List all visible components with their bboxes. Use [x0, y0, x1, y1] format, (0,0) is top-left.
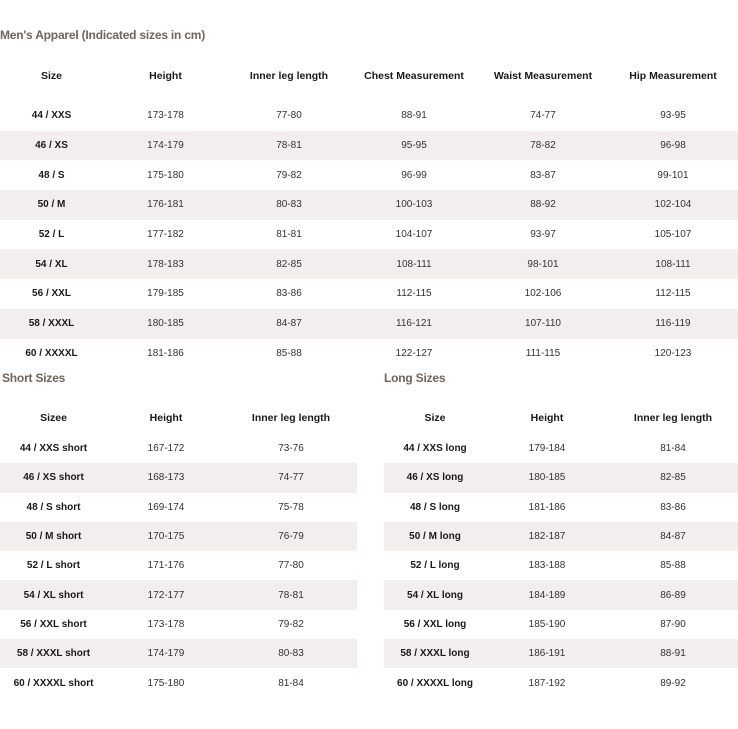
table-row: [0, 131, 738, 161]
table-row: [0, 639, 357, 668]
measurement-cell: 87-90: [660, 618, 686, 630]
measurement-cell: 78-81: [228, 131, 350, 161]
column-header: Hip Measurement: [629, 70, 717, 82]
table-row: [384, 522, 738, 551]
size-cell: 54 / XL short: [0, 580, 107, 609]
measurement-cell: 176-181: [103, 190, 228, 220]
column-header: Height: [149, 412, 183, 424]
measurement-cell: 102-104: [608, 190, 738, 220]
column-header: Size: [40, 70, 62, 82]
measurement-cell: 181-186: [528, 501, 566, 513]
size-cell: 52 / L: [38, 229, 65, 241]
measurement-cell: 116-119: [608, 309, 738, 339]
table-row: [384, 610, 738, 639]
size-cell: 46 / XS: [0, 131, 103, 161]
size-cell: 50 / M long: [384, 522, 486, 551]
size-cell: 52 / L long: [410, 560, 460, 572]
column-header: Inner leg length: [249, 70, 329, 82]
table-row: [0, 434, 357, 463]
table-row: [0, 668, 357, 697]
measurement-cell: 174-179: [107, 639, 225, 668]
header-row: [0, 402, 357, 434]
measurement-cell: 78-81: [225, 580, 357, 609]
size-cell: 48 / S short: [26, 501, 81, 513]
size-cell: 56 / XXL: [32, 288, 71, 300]
measurement-cell: 74-77: [530, 110, 556, 122]
size-chart-long: [384, 402, 738, 698]
size-cell: 48 / S: [38, 169, 65, 181]
table-row: [0, 220, 738, 250]
table-row: [0, 101, 738, 131]
table-row: [0, 522, 357, 551]
table-row: [0, 160, 738, 190]
table-row: [0, 339, 738, 369]
measurement-cell: 93-97: [530, 229, 556, 241]
column-header: Inner leg length: [251, 412, 331, 424]
size-cell: 44 / XXS: [31, 110, 72, 122]
measurement-cell: 74-77: [225, 463, 357, 492]
measurement-cell: 83-86: [660, 501, 686, 513]
size-cell: 52 / L short: [26, 560, 81, 572]
header-row: [0, 51, 738, 101]
column-header: Height: [149, 70, 182, 82]
measurement-cell: 96-98: [608, 131, 738, 161]
measurement-cell: 116-121: [350, 309, 478, 339]
size-cell: 58 / XXXL: [0, 309, 103, 339]
measurement-cell: 178-183: [103, 249, 228, 279]
measurement-cell: 78-82: [478, 131, 608, 161]
measurement-cell: 112-115: [396, 288, 432, 300]
measurement-cell: 179-184: [528, 443, 566, 455]
measurement-cell: 173-178: [147, 110, 184, 122]
measurement-cell: 89-92: [660, 677, 686, 689]
table-row: [384, 551, 738, 580]
short-sizes-title: Short Sizes: [2, 371, 66, 385]
measurement-cell: 185-190: [528, 618, 566, 630]
size-cell: 50 / M: [0, 190, 103, 220]
measurement-cell: 81-84: [660, 443, 686, 455]
table-row: [0, 279, 738, 309]
measurement-cell: 122-127: [395, 347, 433, 359]
header-row: [384, 402, 738, 434]
column-header: Height: [530, 412, 564, 424]
size-cell: 60 / XXXXL short: [13, 677, 94, 689]
measurement-cell: 107-110: [478, 309, 608, 339]
measurement-cell: 111-115: [525, 347, 561, 359]
column-header: Waist Measurement: [493, 70, 593, 82]
measurement-cell: 108-111: [608, 249, 738, 279]
measurement-cell: 170-175: [107, 522, 225, 551]
measurement-cell: 105-107: [654, 229, 692, 241]
measurement-cell: 95-95: [350, 131, 478, 161]
measurement-cell: 177-182: [147, 229, 184, 241]
measurement-cell: 172-177: [107, 580, 225, 609]
size-chart-short: [0, 402, 357, 698]
measurement-cell: 180-185: [486, 463, 608, 492]
table-row: [384, 639, 738, 668]
measurement-cell: 100-103: [350, 190, 478, 220]
size-cell: 44 / XXS short: [19, 443, 88, 455]
main-table-title: Men's Apparel (Indicated sizes in cm): [0, 28, 206, 42]
measurement-cell: 82-85: [608, 463, 738, 492]
measurement-cell: 173-178: [147, 618, 185, 630]
measurement-cell: 186-191: [486, 639, 608, 668]
table-row: [0, 610, 357, 639]
measurement-cell: 80-83: [225, 639, 357, 668]
measurement-cell: 96-99: [401, 169, 427, 181]
size-cell: 48 / S long: [409, 501, 460, 513]
measurement-cell: 112-115: [655, 288, 691, 300]
column-header: Inner leg length: [633, 412, 713, 424]
measurement-cell: 187-192: [528, 677, 566, 689]
column-header: Size: [424, 412, 446, 424]
measurement-cell: 183-188: [528, 560, 566, 572]
column-header: Sizee: [40, 412, 67, 424]
long-sizes-title: Long Sizes: [384, 371, 446, 385]
measurement-cell: 82-85: [228, 249, 350, 279]
measurement-cell: 182-187: [486, 522, 608, 551]
size-cell: 54 / XL long: [384, 580, 486, 609]
measurement-cell: 99-101: [657, 169, 689, 181]
table-row: [0, 190, 738, 220]
measurement-cell: 79-82: [276, 169, 302, 181]
measurement-cell: 93-95: [660, 110, 686, 122]
table-row: [0, 551, 357, 580]
measurement-cell: 75-78: [278, 501, 304, 513]
table-row: [0, 580, 357, 609]
size-cell: 46 / XS short: [0, 463, 107, 492]
measurement-cell: 104-107: [395, 229, 433, 241]
size-cell: 58 / XXXL short: [0, 639, 107, 668]
measurement-cell: 88-91: [401, 110, 427, 122]
size-cell: 58 / XXXL long: [384, 639, 486, 668]
size-cell: 46 / XS long: [384, 463, 486, 492]
measurement-cell: 180-185: [103, 309, 228, 339]
table-row: [0, 493, 357, 522]
measurement-cell: 73-76: [278, 443, 304, 455]
measurement-cell: 169-174: [147, 501, 185, 513]
size-chart-main: [0, 51, 738, 368]
size-cell: 50 / M short: [0, 522, 107, 551]
size-cell: 60 / XXXXL long: [397, 677, 473, 689]
measurement-cell: 184-189: [486, 580, 608, 609]
measurement-cell: 81-81: [276, 229, 302, 241]
measurement-cell: 85-88: [660, 560, 686, 572]
size-cell: 54 / XL: [0, 249, 103, 279]
measurement-cell: 102-106: [524, 288, 562, 300]
measurement-cell: 108-111: [350, 249, 478, 279]
table-row: [384, 668, 738, 697]
table-row: [0, 309, 738, 339]
measurement-cell: 77-80: [276, 110, 302, 122]
measurement-cell: 167-172: [147, 443, 185, 455]
size-cell: 56 / XXL short: [20, 618, 87, 630]
measurement-cell: 83-87: [530, 169, 556, 181]
table-row: [384, 580, 738, 609]
measurement-cell: 76-79: [225, 522, 357, 551]
measurement-cell: 120-123: [654, 347, 692, 359]
measurement-cell: 179-185: [147, 288, 184, 300]
table-row: [384, 434, 738, 463]
measurement-cell: 174-179: [103, 131, 228, 161]
measurement-cell: 98-101: [478, 249, 608, 279]
measurement-cell: 79-82: [278, 618, 304, 630]
size-cell: 60 / XXXXL: [25, 347, 78, 359]
measurement-cell: 83-86: [276, 288, 302, 300]
table-row: [0, 249, 738, 279]
table-row: [0, 463, 357, 492]
measurement-cell: 84-87: [608, 522, 738, 551]
measurement-cell: 84-87: [228, 309, 350, 339]
measurement-cell: 171-176: [147, 560, 185, 572]
size-cell: 56 / XXL long: [403, 618, 467, 630]
measurement-cell: 81-84: [278, 677, 304, 689]
measurement-cell: 168-173: [107, 463, 225, 492]
size-cell: 44 / XXS long: [403, 443, 467, 455]
measurement-cell: 175-180: [147, 677, 185, 689]
measurement-cell: 80-83: [228, 190, 350, 220]
measurement-cell: 88-91: [608, 639, 738, 668]
measurement-cell: 175-180: [147, 169, 184, 181]
measurement-cell: 85-88: [276, 347, 302, 359]
measurement-cell: 181-186: [147, 347, 184, 359]
measurement-cell: 88-92: [478, 190, 608, 220]
measurement-cell: 77-80: [278, 560, 304, 572]
table-row: [384, 463, 738, 492]
measurement-cell: 86-89: [608, 580, 738, 609]
table-row: [384, 493, 738, 522]
column-header: Chest Measurement: [364, 70, 464, 82]
